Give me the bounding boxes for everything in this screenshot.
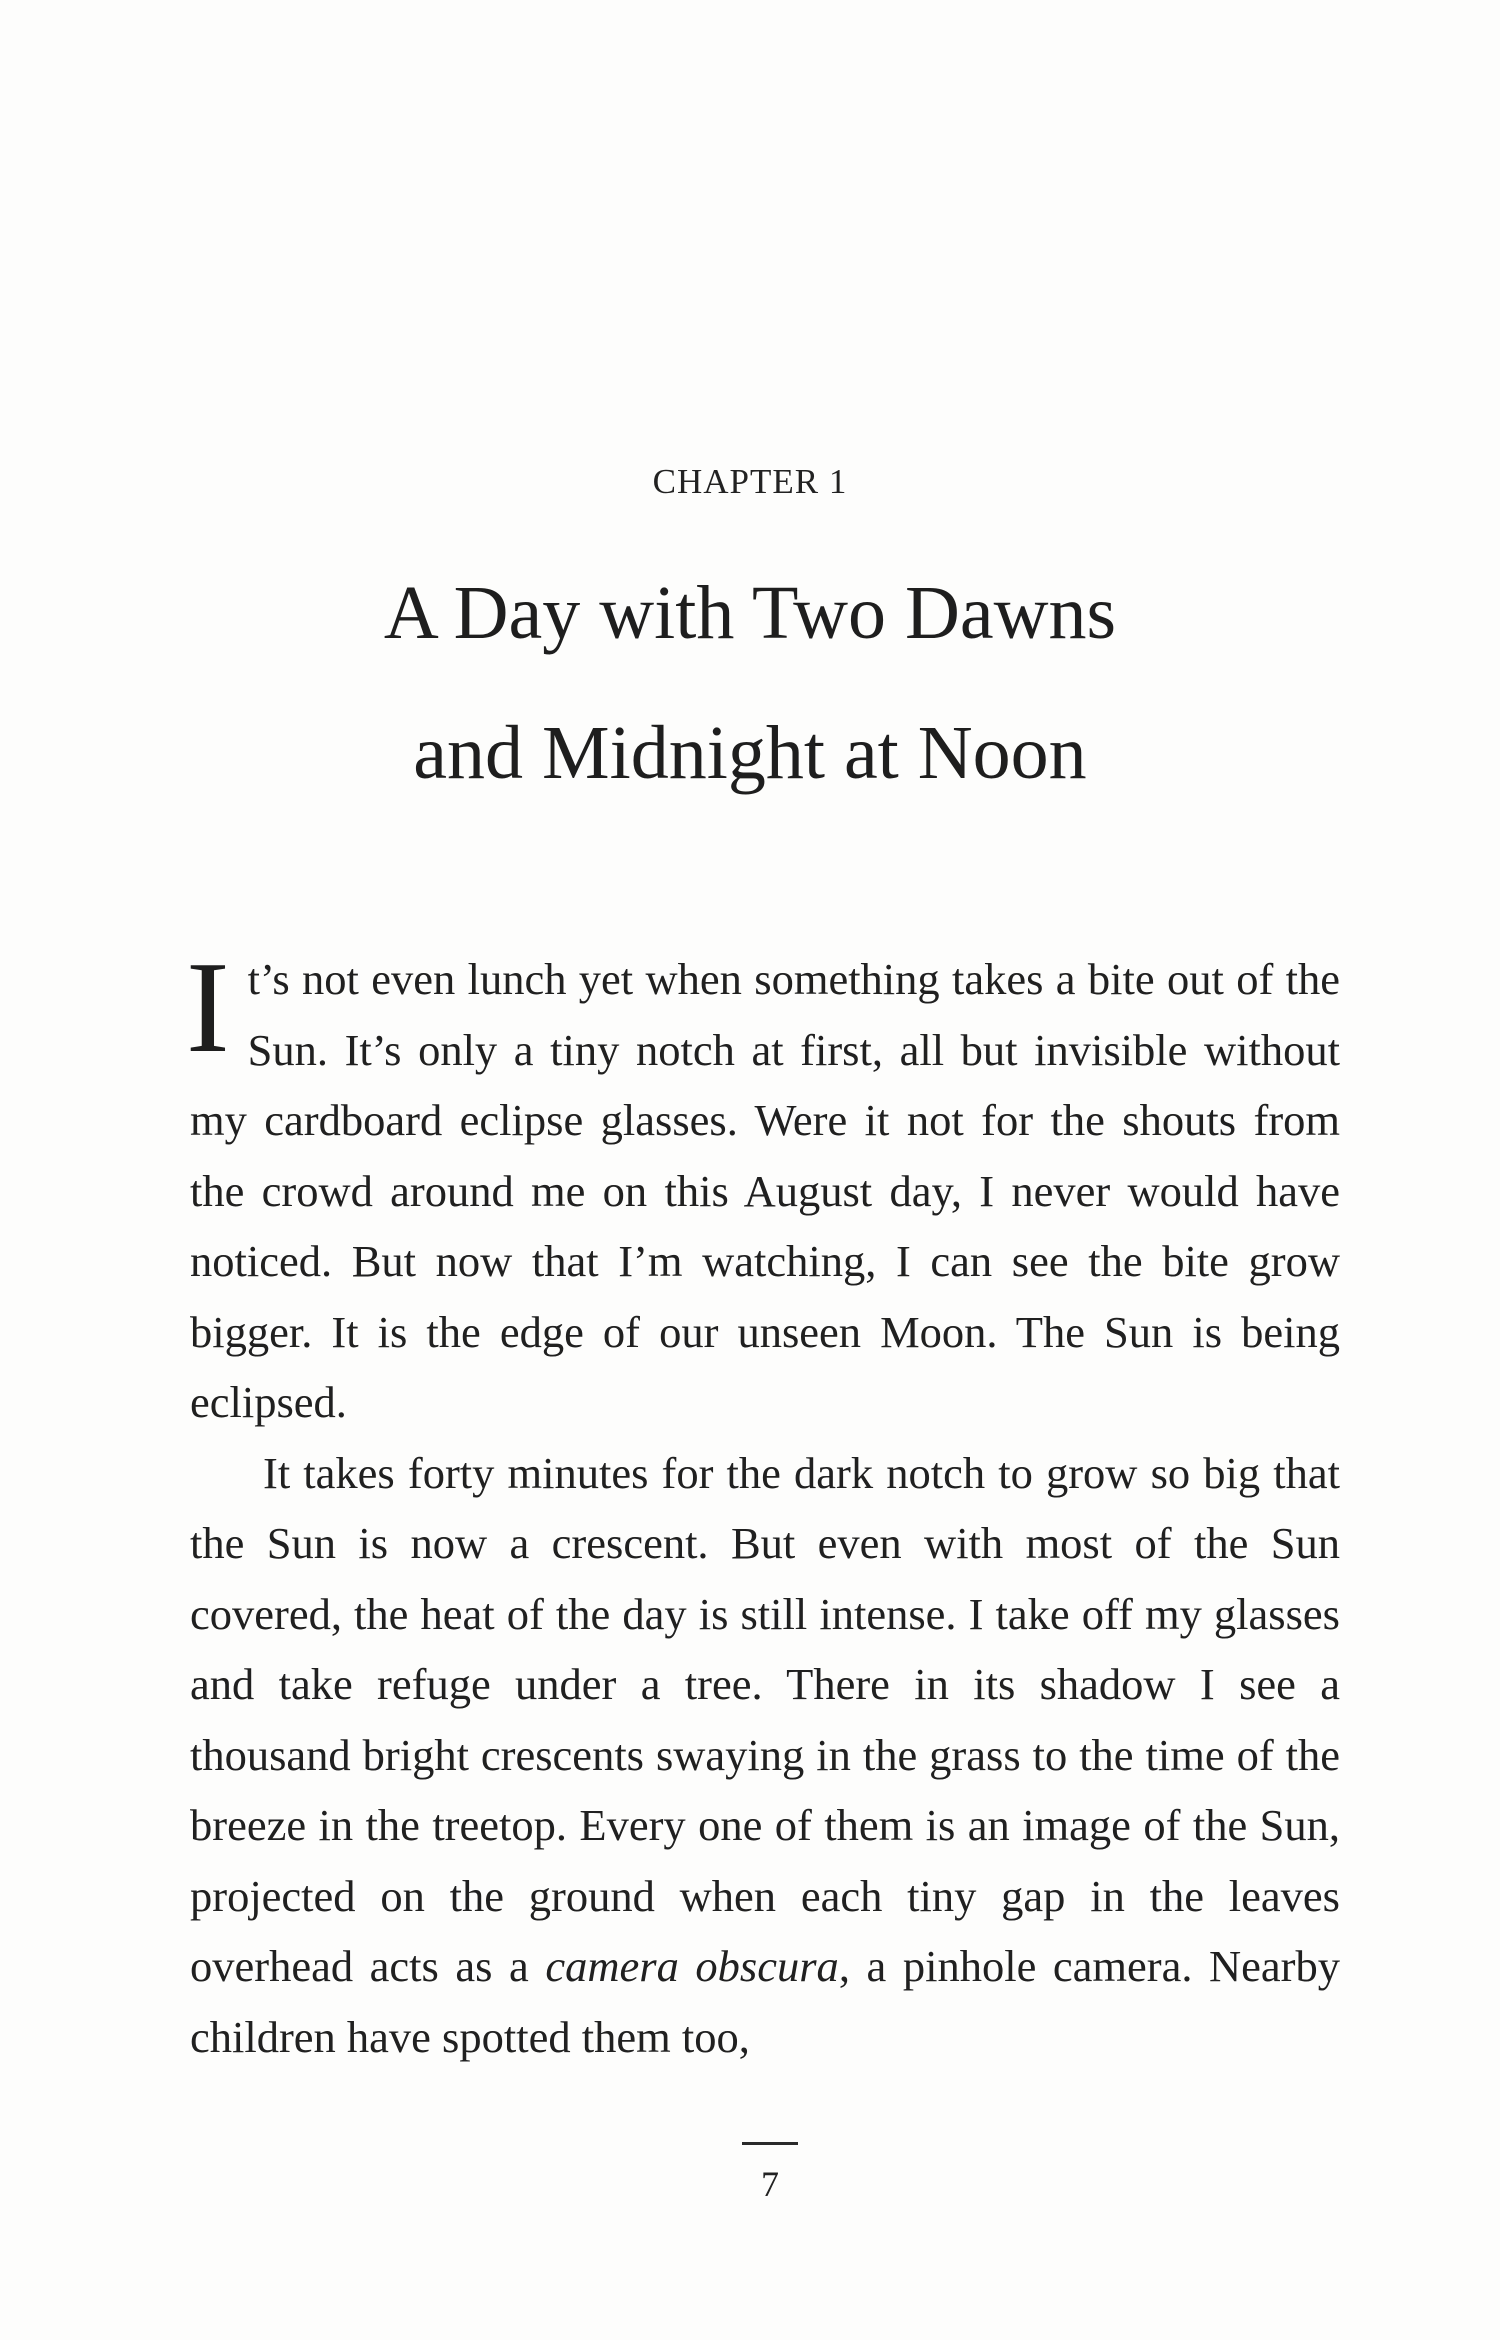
paragraph-2 [190,1438,1340,2073]
paragraph-1 [186,935,1340,1438]
chapter-label: CHAPTER 1 [652,462,848,501]
paragraph-1-text: t’s not even lunch yet when something takes a bite out of the Sun. It’s only a tiny notch at first, all but invisible without my cardboard eclipse glasses. Were it not for the shouts from the crowd around me on this August day, I never would have noticed. But now that I’m watching, I can see the bite grow bigger. It is the edge of our unseen Moon. The Sun is being eclipsed. [190,954,1340,1427]
page-number-rule [742,2142,798,2145]
body-text [186,935,1340,2072]
paragraph-2-text-start: It takes forty minutes for the dark notch to grow so big that the Sun is now a crescent. But even with most of the Sun covered, the heat of the day is still intense. I take off my glasses and take refuge under a tree. There in its shadow I see a thousand bright crescents swaying in the grass to the time of the breeze in the treetop. Every one of them is an image of the Sun, projected on the ground when each tiny gap in the leaves overhead acts as a [190,1447,1340,1991]
chapter-title-line-1: A Day with Two Dawns [383,571,1117,655]
chapter-title-line-2: and Midnight at Noon [413,711,1087,795]
drop-cap: I [186,935,230,1080]
page-number: 7 [761,2164,779,2204]
paragraph-2-italic-term: camera obscura [545,1941,839,1991]
paragraph-2-text-end: , a pinhole camera. Nearby children have spotted them too, [190,1941,1340,2062]
